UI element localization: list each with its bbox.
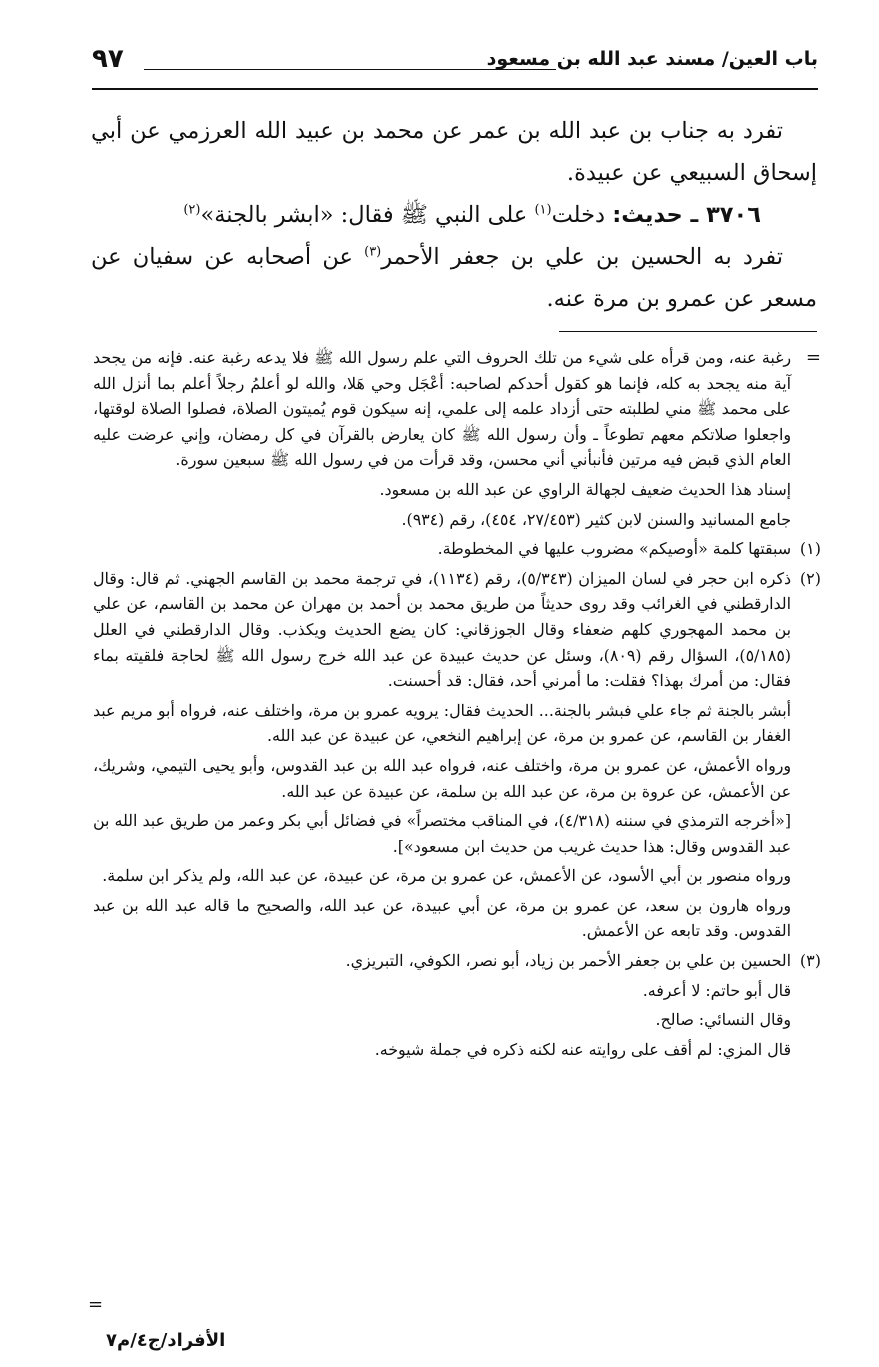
footnote-text: [«أخرجه الترمذي في سننه (٤/٣١٨)، في المناقب مختصراً» في فضائل أبي بكر وعمر من طريق عبد الله بن عبد القدوس وقال: هذا حديث غريب من حديث ابن مسعود»]. — [93, 811, 791, 856]
footnotes — [93, 345, 821, 1066]
header-rule — [92, 88, 818, 90]
page-header — [92, 44, 818, 84]
footnote-text: ورواه منصور بن أبي الأسود، عن الأعمش، عن عمرو بن مرة، عن عبيدة، عن عبد الله، ولم يذكر ابن سلمة. — [102, 866, 791, 886]
footnote-text: أبشر بالجنة ثم جاء علي فبشر بالجنة... الحديث فقال: يرويه عمرو بن مرة، واختلف عنه، فرواه أبو مريم عبد الغفار بن القاسم، عن عمرو بن مرة، عن إبراهيم النخعي، عن عبيدة عن عبد الله. — [93, 700, 791, 746]
footnote-text: الحسين بن علي بن جعفر الأحمر بن زياد، أبو نصر، الكوفي، التبريزي. — [345, 951, 791, 971]
footnote-text: وقال النسائي: صالح. — [655, 1010, 791, 1030]
next-page-continuation-marker: = — [88, 1294, 104, 1315]
paragraph: تفرد به جناب بن عبد الله بن عمر عن محمد بن عبيد الله العرزمي عن أبي إسحاق السبيعي عن عبيدة. — [91, 118, 817, 186]
paragraph-text: تفرد به الحسين بن علي بن جعفر الأحمر — [381, 244, 784, 270]
footnote-text: رغبة عنه، ومن قرأه على شيء من تلك الحروف التي علم رسول الله ﷺ فلا يدعه رغبة عنه. فإنه من يجحد آية منه يجحد به كله، فإنما هو كقول أحدكم لصاحبه: أعْجَل وحي هَلا، والله لو أعلمُ رجلاً أعلم بما أنزل الله على محمد ﷺ مني لطلبته حتى أزداد علمه إلى علمي، إنه سيكون قوم يُميتون الصلاة، فصلوا الصلاة لوقتها، واجعلوا صلاتكم معهم تطوعاً ـ وأن رسول الله ﷺ كان يعارض بالقرآن في كل رمضان، وإني عرضت عليه العام الذي قبض فيه مرتين فأنبأني أني محسن، وقد قرأت من في رسول الله ﷺ سبعين سورة. — [93, 348, 791, 470]
footnote-text: إسناد هذا الحديث ضعيف لجهالة الراوي عن عبد الله بن مسعود. — [379, 479, 791, 499]
running-title: باب العين/ مسند عبد الله بن مسعود — [486, 48, 818, 70]
hadith-text: دخلت — [551, 202, 606, 228]
page-number: ٩٧ — [92, 44, 124, 74]
footnote-text: ذكره ابن حجر في لسان الميزان (٥/٣٤٣)، رقم (١١٣٤)، في ترجمة محمد بن القاسم الجهني. ثم قال: وقال الدارقطني في الغرائب وقد روى حديثاً من طريق محمد بن أحمد بن مهران عن محمد بن القاسم، عن علي بن محمد المهجوري كلهم ضعفاء وقال الجوزقاني: كان يضع الحديث ويكذب. وقال الدارقطني في العلل (٥/١٨٥)، السؤال رقم (٨٠٩)، وسئل عن حديث عبيدة عن عبد الله خرج رسول الله ﷺ لحاجة فلقيته بماء فقال: من أمرك بهذا؟ فقلت: ما أمرني أحد، فقال: قد أحسنت. — [93, 568, 792, 691]
footnote-2 — [93, 566, 821, 944]
footnote-ref: (٣) — [364, 244, 382, 260]
footnote-ref: (٢) — [183, 202, 201, 218]
footnote-text: قال أبو حاتم: لا أعرفه. — [642, 980, 791, 1000]
footnote-text: ورواه الأعمش، عن عمرو بن مرة، واختلف عنه، فرواه عبد الله بن عبد القدوس، وأبو يحيى التيمي، وشريك، عن الأعمش، عن عروة بن مرة، عن عبد الله بن سلمة، عن عبيدة عن عبد الله. — [93, 755, 791, 801]
footnote-separator — [559, 331, 817, 332]
continuation-marker: = — [805, 347, 821, 368]
footnote-marker: (٣) — [799, 951, 821, 971]
footnote-continued — [93, 345, 821, 532]
hadith-text: على النبي ﷺ فقال: «ابشر بالجنة» — [200, 202, 528, 228]
paragraph-text: عن أصحابه عن سفيان عن مسعر عن عمرو بن مرة عنه. — [91, 244, 817, 312]
paragraph — [91, 236, 817, 320]
footnote-1 — [93, 536, 821, 562]
hadith-paragraph — [91, 194, 817, 236]
footnote-text: جامع المسانيد والسنن لابن كثير (٢٧/٤٥٣، ٤٥٤)، رقم (٩٣٤). — [401, 509, 791, 529]
main-text — [91, 110, 817, 320]
footnote-3 — [93, 948, 821, 1062]
hadith-number: ٣٧٠٦ ـ حديث: — [612, 202, 761, 228]
header-leader-line — [144, 69, 556, 70]
printer-signature: الأفراد/ج٤/م٧ — [106, 1330, 226, 1351]
footnote-marker: (٢) — [799, 568, 821, 588]
footnote-text: قال المزي: لم أقف على روايته عنه لكنه ذكره في جملة شيوخه. — [374, 1039, 791, 1059]
footnote-text: ورواه هارون بن سعد، عن عمرو بن مرة، عن أبي عبيدة، عن عبد الله، والصحيح ما قاله عبد الله بن عبد القدوس. وقد تابعه عن الأعمش. — [93, 895, 791, 941]
footnote-ref: (١) — [534, 202, 552, 218]
footnote-marker: (١) — [799, 539, 821, 559]
footnote-text: سبقتها كلمة «أوصيكم» مضروب عليها في المخطوطة. — [437, 539, 791, 559]
